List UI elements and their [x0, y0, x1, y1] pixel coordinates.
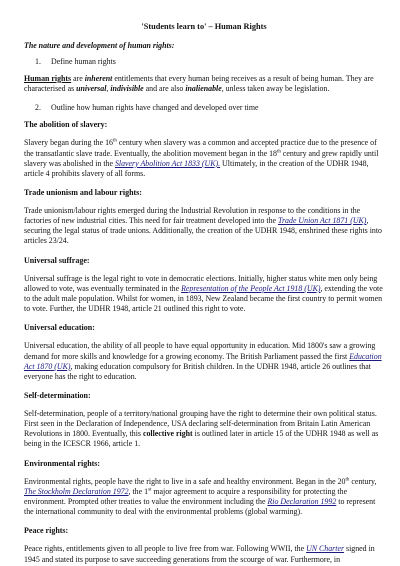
text-run: Slavery began during the 16	[24, 138, 113, 148]
text-run: Trade unionism/labour rights emerged during the Industrial Revolution in response to the conditions in the factories of new industrial cities. This need for fair treatment developed into the	[24, 206, 361, 226]
paragraph-peace-rights	[24, 544, 384, 564]
keyword-indivisible: indivisible	[110, 83, 144, 93]
text-run: entitlements that every human being receives as a result of being human. They are characterised as	[24, 73, 374, 93]
numbered-item-2	[35, 103, 384, 113]
heading-slavery: The abolition of slavery:	[24, 120, 108, 130]
heading-peace-rights: Peace rights:	[24, 526, 69, 536]
text-run: signed in 1945 and stated its purpose to save succeeding generations from the scourge of war. Furthermore, in	[24, 544, 375, 564]
text-run: Peace rights, entitlements given to all people to live free from war. Following WWII, the	[24, 544, 307, 554]
item-number: 1.	[35, 56, 41, 66]
text-run: Universal suffrage is the legal right to vote in democratic elections. Initially, higher status white men only being allowed to vote, was eventually terminated in the	[24, 273, 378, 293]
link-un-charter[interactable]: UN Charter	[306, 544, 345, 554]
text-run: major agreement to acquire a responsibility for protecting the environment. Prompted other treaties to value the environment including the	[24, 486, 348, 506]
text-run: , securing the legal status of trade unions. Additionally, the creation of the UDHR 1948, enshrined these rights into articles 23/24.	[24, 216, 382, 246]
keyword-inalienable: inalienable	[185, 83, 222, 93]
keyword-inherent: inherent	[84, 73, 113, 83]
text-run: , unless taken away be legislation.	[221, 83, 330, 93]
text-run: ,	[106, 83, 111, 93]
term-human-rights: Human rights	[24, 73, 72, 83]
text-run: , extending the vote to the adult male population. Whilst for women, in 1893, New Zealand became the first country to permit women to vote. Further, the UDHR 1948, article 21 outlined this right to vote.	[24, 283, 383, 314]
item-text: Outline how human rights have changed and developed over time	[51, 103, 259, 113]
text-run: century and grew rapidly until slavery was abolished in the	[24, 148, 379, 168]
link-rio-declaration[interactable]: Rio Declaration 1992	[267, 496, 337, 506]
link-representation-act[interactable]: Representation of the People Act 1918 (UK)	[181, 283, 321, 293]
item-number: 2.	[35, 103, 41, 113]
text-run: century when slavery was a common and accepted practice due to the presence of the transatlantic slave trade. Eventually, the abolition movement began in the 18	[24, 138, 377, 158]
text-run: Self-determination, people of a territory/national grouping have the right to determine their own political status. First seen in the Declaration of Independence, USA declaring self-determination from Britain Latin American Revolutions in 1800. Eventually, this	[24, 409, 377, 439]
keyword-collective-right: collective right	[142, 429, 193, 439]
paragraph-trade-unionism	[24, 206, 384, 246]
text-run: Ultimately, in the creation of the UDHR 1948, article 4 prohibits slavery of all forms.	[24, 158, 369, 178]
keyword-universal: universal	[76, 83, 107, 93]
item-text: Define human rights	[51, 56, 116, 66]
heading-environmental-rights: Environmental rights:	[24, 458, 101, 468]
paragraph-universal-education	[24, 341, 384, 381]
text-run: century,	[349, 476, 377, 486]
document-title: 'Students learn to' – Human Rights	[141, 22, 267, 31]
heading-universal-suffrage: Universal suffrage:	[24, 255, 90, 265]
text-run: Universal education, the ability of all people to have equal opportunity in education. Mid 1800's saw a growing demand for more skills and knowledge for a growing economy. The British Parliament passed the first	[24, 341, 376, 361]
paragraph-slavery	[24, 138, 384, 178]
text-run: are	[71, 73, 85, 83]
heading-universal-education: Universal education:	[24, 323, 95, 333]
paragraph-self-determination	[24, 409, 384, 449]
text-run: Environmental rights, people have the right to live in a safe and healthy environment. Began in the 20	[24, 476, 346, 486]
numbered-item-1	[35, 57, 384, 67]
link-trade-union-act[interactable]: Trade Union Act 1871 (UK)	[278, 216, 367, 226]
superscript: th	[112, 138, 117, 144]
definition-paragraph	[24, 74, 384, 94]
heading-trade-unionism: Trade unionism and labour rights:	[24, 187, 142, 197]
link-stockholm-declaration[interactable]: The Stockholm Declaration 1972	[24, 486, 129, 496]
superscript: th	[345, 477, 350, 483]
link-education-act[interactable]: Education Act 1870 (UK)	[24, 351, 382, 371]
superscript: st	[148, 487, 152, 493]
text-run: , making education compulsory for British children. In the UDHR 1948, article 26 outlines that everyone has the right to education.	[24, 361, 371, 381]
paragraph-universal-suffrage	[24, 274, 384, 314]
paragraph-environmental-rights	[24, 477, 384, 517]
heading-self-determination: Self-determination:	[24, 390, 91, 400]
link-slavery-abolition-act[interactable]: Slavery Abolition Act 1833 (UK).	[114, 158, 221, 168]
text-run: to represent the international community to deal with the environmental problems (global warming).	[24, 496, 376, 517]
text-run: is outlined later in article 15 of the UDHR 1948 as well as being in the ICESCR 1966, article 1.	[24, 429, 379, 449]
superscript: th	[277, 148, 281, 154]
text-run: , the 1	[128, 486, 149, 496]
text-run: and are also	[143, 83, 186, 93]
section-subtitle: The nature and development of human rights:	[24, 40, 175, 50]
